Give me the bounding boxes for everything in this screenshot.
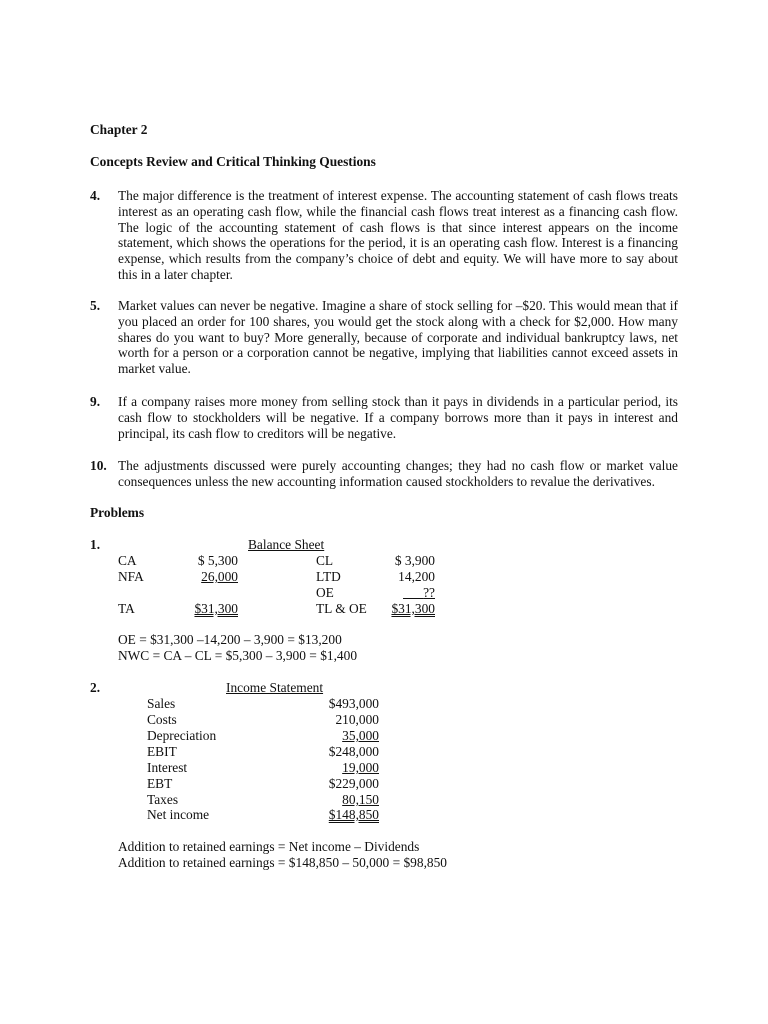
bs-value-ltd: 14,200 <box>398 569 435 584</box>
equation-nwc: NWC = CA – CL = $5,300 – 3,900 = $1,400 <box>118 648 358 663</box>
chapter-heading: Chapter 2 <box>90 122 148 137</box>
problems-heading: Problems <box>90 505 145 520</box>
is-label: Interest <box>147 760 188 775</box>
is-value: 210,000 <box>335 712 379 727</box>
question-text: The major difference is the treatment of interest expense. The accounting statement of cash flows treats interest as an operating cash flow, while the financial cash flows treat interest as a financing cash flow. The logic of the accounting statement of cash flows is that since interest appears on the income statement, which shows the operations for the period, it is an operating cash flow. Interest is a financing expense, which results from the company’s choice of debt and equity. We will have more to say about this in a later chapter. <box>118 188 678 282</box>
bs-label-tl-oe: TL & OE <box>316 601 367 616</box>
question-text: If a company raises more money from selling stock than it pays in dividends in a particular period, its cash flow to stockholders will be negative. If a company borrows more than it pays in interest and principal, its cash flow to creditors will be negative. <box>118 394 678 441</box>
bs-label-nfa: NFA <box>118 569 144 584</box>
bs-label-oe: OE <box>316 585 334 600</box>
question-number: 5. <box>90 298 101 313</box>
income-statement-title: Income Statement <box>226 680 324 695</box>
is-label: Sales <box>147 696 176 711</box>
question-text: Market values can never be negative. Imagine a share of stock selling for –$20. This would mean that if you placed an order for 100 shares, you would get the stock along with a check for $2,000. How many shares do you want to buy? More generally, because of corporate and individual bankruptcy laws, net worth for a person or a corporation cannot be negative, implying that liabilities cannot exceed assets in market value. <box>118 298 678 377</box>
balance-sheet-title: Balance Sheet <box>248 537 325 552</box>
is-label: Taxes <box>147 792 179 807</box>
bs-value-oe: ?? <box>423 585 435 600</box>
is-label: EBIT <box>147 744 177 759</box>
is-value: 35,000 <box>342 728 379 743</box>
section-title: Concepts Review and Critical Thinking Questions <box>90 154 376 169</box>
is-label: Depreciation <box>147 728 217 743</box>
question-number: 4. <box>90 188 101 203</box>
is-value: $493,000 <box>328 696 379 711</box>
is-label: Costs <box>147 712 177 727</box>
problem-number: 1. <box>90 537 101 552</box>
question-text: The adjustments discussed were purely accounting changes; they had no cash flow or market value consequences unless the new accounting information caused stockholders to revalue the derivatives. <box>118 458 678 489</box>
is-value: $148,850 <box>328 807 379 822</box>
is-label: Net income <box>147 807 210 822</box>
equation-oe: OE = $31,300 –14,200 – 3,900 = $13,200 <box>118 632 342 647</box>
bs-value-cl: $ 3,900 <box>394 553 435 568</box>
is-value: 80,150 <box>342 792 379 807</box>
bs-label-ltd: LTD <box>316 569 341 584</box>
bs-label-ta: TA <box>118 601 135 616</box>
bs-value-ca: $ 5,300 <box>197 553 238 568</box>
question-number: 9. <box>90 394 101 409</box>
is-label: EBT <box>147 776 173 791</box>
bs-value-ta: $31,300 <box>194 601 238 616</box>
is-value: 19,000 <box>342 760 379 775</box>
is-value: $229,000 <box>328 776 379 791</box>
equation-retained-2: Addition to retained earnings = $148,850 – 50,000 = $98,850 <box>118 855 447 870</box>
bs-value-tl-oe: $31,300 <box>391 601 435 616</box>
bs-label-cl: CL <box>316 553 334 568</box>
is-value: $248,000 <box>328 744 379 759</box>
question-number: 10. <box>90 458 107 473</box>
bs-value-nfa: 26,000 <box>201 569 238 584</box>
bs-label-ca: CA <box>118 553 137 568</box>
equation-retained-1: Addition to retained earnings = Net income – Dividends <box>118 839 420 854</box>
problem-number: 2. <box>90 680 101 695</box>
